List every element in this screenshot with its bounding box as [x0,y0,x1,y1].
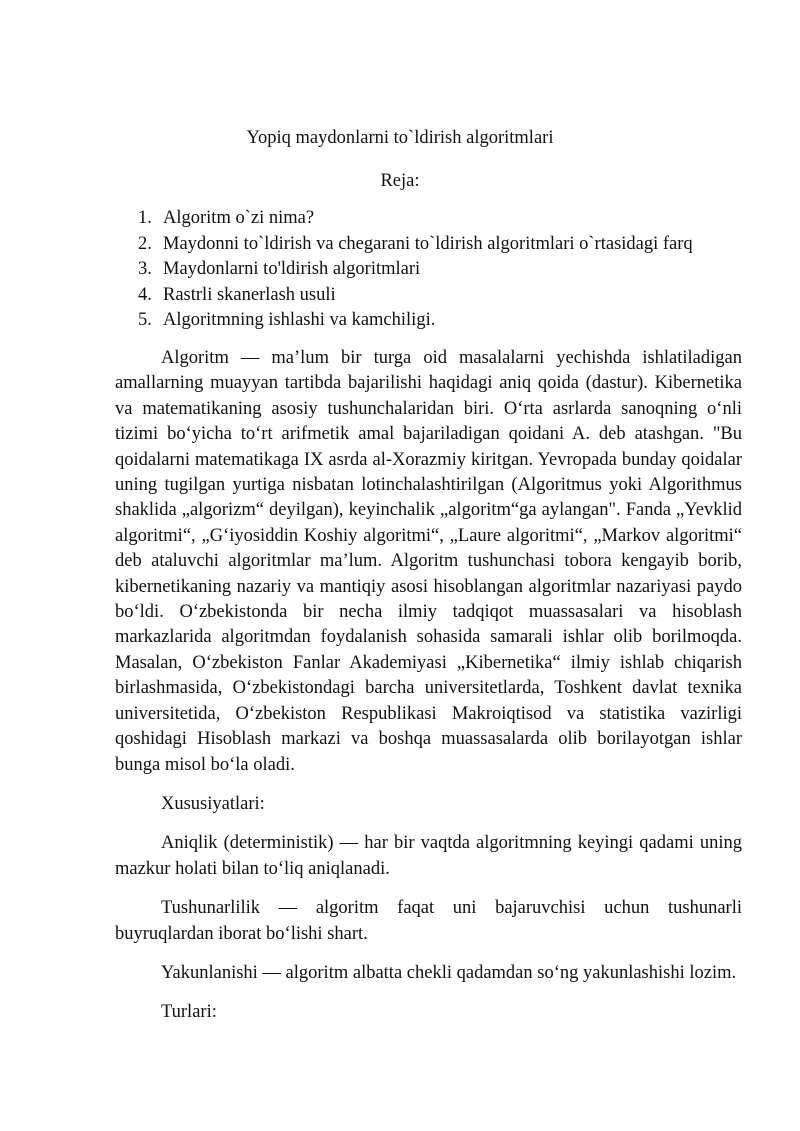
paragraph-understandability: Tushunarlilik — algoritm faqat uni bajaruvchisi uchun tushunarli buyruqlardan iborat bo‘lishi shart. [115,898,742,944]
plan-item-text: Rastrli skanerlash usuli [163,284,336,305]
plan-heading: Reja: [380,171,420,191]
plan-item-text: Maydonlarni to'ldirish algoritmlari [163,259,421,279]
plan-item-text: Algoritmning ishlashi va kamchiligi. [163,310,436,330]
paragraph-finiteness: Yakunlanishi — algoritm albatta chekli qadamdan so‘ng yakunlashishi lozim. [161,962,737,983]
plan-item-number: 3. [138,259,152,279]
plan-item [138,257,693,283]
paragraph-determinism: Aniqlik (deterministik) — har bir vaqtda algoritmning keyingi qadami uning mazkur holati bilan to‘liq aniqlanadi. [115,833,742,879]
plan-item-number: 5. [138,310,152,330]
plan-item-number: 1. [138,208,152,228]
plan-item-text: Maydonni to`ldirish va chegarani to`ldirish algoritmlari o`rtasidagi farq [163,233,693,254]
plan-item [138,283,693,309]
plan-item-text: Algoritm o`zi nima? [163,208,315,228]
plan-item [138,206,693,232]
document-body [115,346,742,1026]
plan-item-number: 4. [138,284,152,305]
plan-item [138,232,693,258]
heading-properties: Xususiyatlari: [161,793,265,814]
heading-types: Turlari: [161,1002,217,1023]
document-title: Yopiq maydonlarni to`ldirish algoritmlari [246,128,554,148]
plan-list [138,206,693,334]
plan-item-number: 2. [138,233,152,254]
paragraph-algorithm-definition: Algoritm — ma’lum bir turga oid masalalarni yechishda ishlatiladigan amallarning muayyan tartibda bajarilishi haqidagi aniq qoida (dastur). Kibernetika va matematikaning asosiy tushunchalaridan biri. O‘rta asrlarda sanoqning o‘nli tizimi bo‘yicha to‘rt arifmetik amal bajariladigan qoidani A. deb atashgan. "Bu qoidalarni matematikaga IX asrda al-Xorazmiy kiritgan. Yevropada bunday qoidalar uning tugilgan yurtiga nisbatan lotinchalashtirilgan (Algoritmus yoki Algorithmus shaklida „algorizm“ deyilgan), keyinchalik „algoritm“ga aylangan". Fanda „Yevklid algoritmi“, „G‘iyosiddin Koshiy algoritmi“, „Laure algoritmi“, „Markov algoritmi“ deb ataluvchi algoritmlar ma’lum. Algoritm tushunchasi tobora kengayib borib, kibernetikaning nazariy va mantiqiy asosi hisoblangan algoritmlar nazariyasi paydo bo‘ldi. O‘zbekistonda bir necha ilmiy tadqiqot muassasalari va hisoblash markazlarida algoritmdan foydalanish sohasida samarali ishlar olib borilmoqda. Masalan, O‘zbekiston Fanlar Akademiyasi „Kibernetika“ ilmiy ishlab chiqarish birlashmasida, O‘zbekistondagi barcha universitetlarda, Toshkent davlat texnika universitetida, O‘zbekiston Respublikasi Makroiqtisod va statistika vazirligi qoshidagi Hisoblash markazi va boshqa muassasalarda olib borilayotgan ishlar bunga misol bo‘la oladi. [115,348,742,775]
plan-item [138,308,693,334]
